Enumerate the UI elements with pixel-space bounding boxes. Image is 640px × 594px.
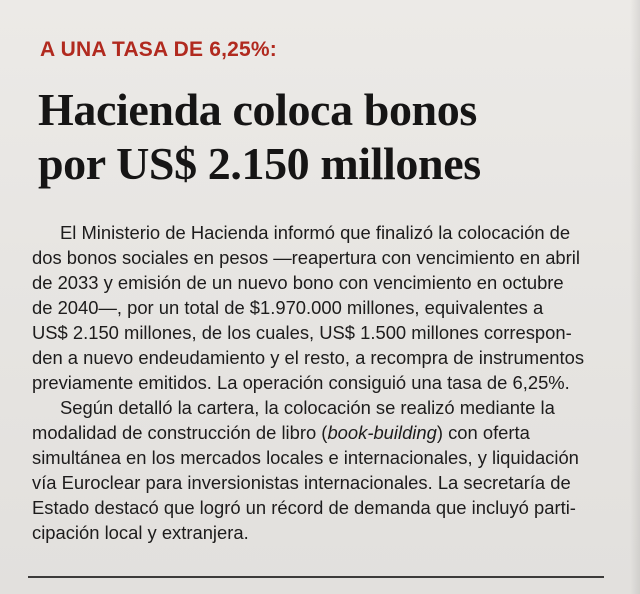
divider-rule [28, 576, 604, 578]
body-line: modalidad de construcción de libro (book-building) con oferta [32, 422, 530, 443]
body-line: de 2033 y emisión de un nuevo bono con vencimiento en octubre [32, 272, 564, 293]
italic-term: book-building [327, 422, 437, 443]
body-line: den a nuevo endeudamiento y el resto, a recompra de instrumentos [32, 347, 585, 368]
body-line: previamente emitidos. La operación consiguió una tasa de 6,25%. [32, 372, 570, 393]
article-body [32, 220, 617, 545]
headline [38, 83, 628, 191]
body-line: simultánea en los mercados locales e internacionales, y liquidación [32, 447, 579, 468]
body-line: dos bonos sociales en pesos —reapertura con vencimiento en abril [32, 247, 580, 268]
paper-edge-shadow [630, 0, 640, 594]
headline-line: Hacienda coloca bonos [38, 84, 477, 135]
body-line: US$ 2.150 millones, de los cuales, US$ 1.500 millones correspon- [32, 322, 572, 343]
body-line: Según detalló la cartera, la colocación se realizó mediante la [60, 397, 555, 418]
body-line: El Ministerio de Hacienda informó que finalizó la colocación de [60, 222, 571, 243]
headline-line: por US$ 2.150 millones [38, 138, 481, 189]
body-line: Estado destacó que logró un récord de demanda que incluyó parti- [32, 497, 576, 518]
kicker: A UNA TASA DE 6,25%: [40, 38, 277, 61]
body-line: vía Euroclear para inversionistas internacionales. La secretaría de [32, 472, 571, 493]
body-line: cipación local y extranjera. [32, 522, 249, 543]
body-line: de 2040—, por un total de $1.970.000 millones, equivalentes a [32, 297, 544, 318]
